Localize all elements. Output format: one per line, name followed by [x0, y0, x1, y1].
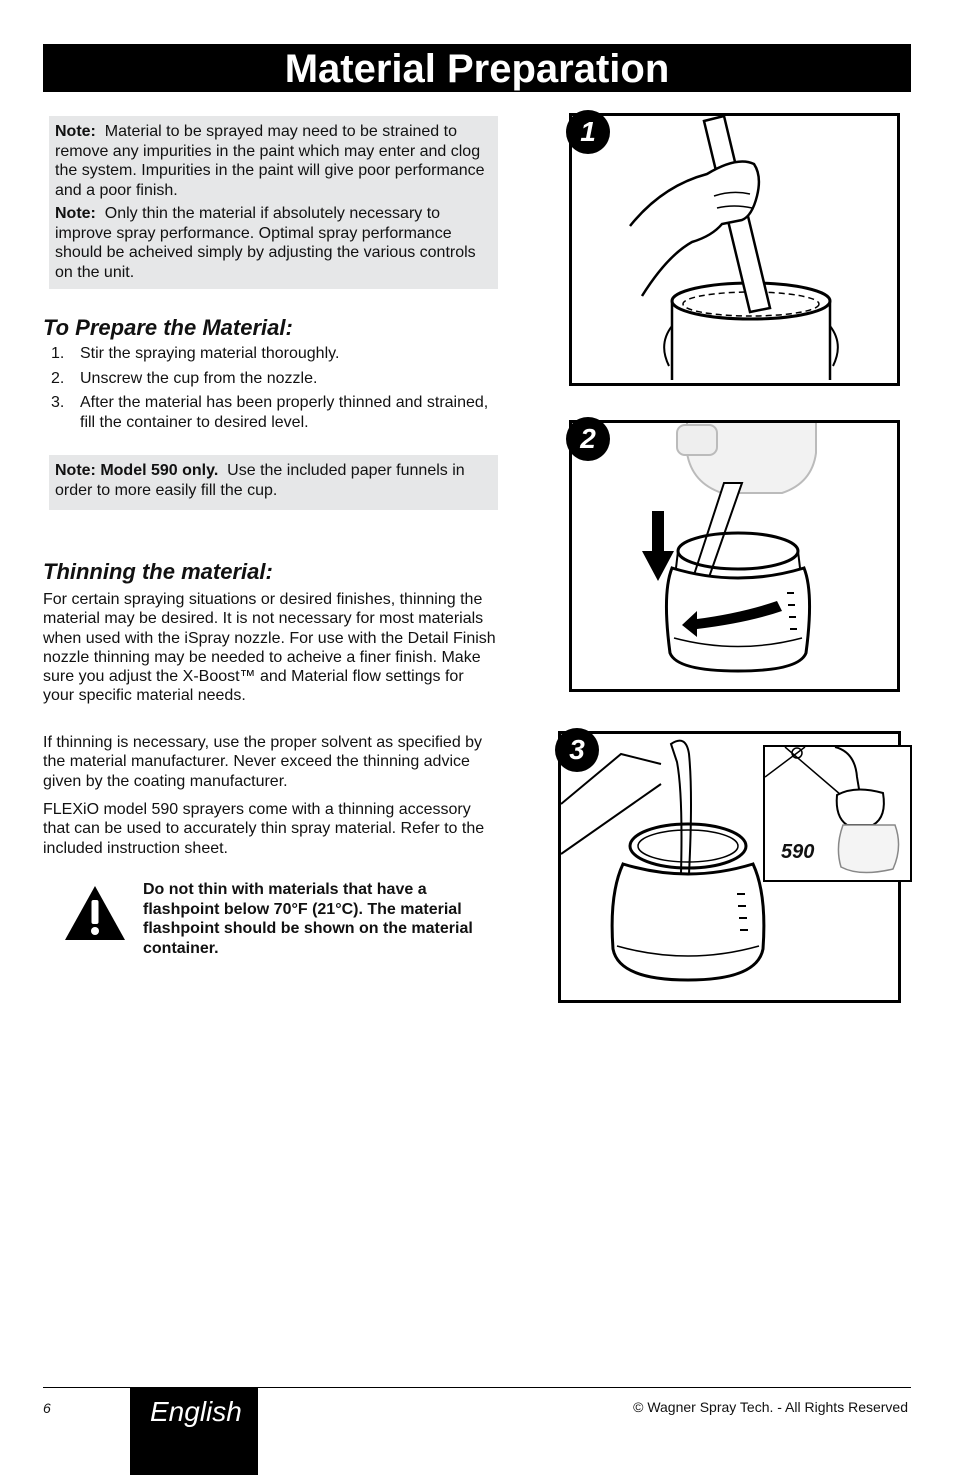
thinning-paragraph-3: FLEXiO model 590 sprayers come with a thinning accessory that can be used to accurately thin spray material. Refer to the included instruction sheet.	[43, 801, 485, 857]
prepare-steps-list	[43, 344, 493, 437]
step-number: 1.	[51, 345, 65, 362]
figure-1-stir	[569, 113, 900, 386]
step-badge-1: 1	[566, 110, 610, 154]
note-strain	[55, 122, 492, 200]
thinning-paragraph-1: For certain spraying situations or desired finishes, thinning the material may be desired. It is not necessary for most materials when used with the iSpray nozzle. For use with the Detail Finish nozzle thinning may be needed to acheive a finer finish. Make sure you adjust the X-Boost™ and Material flow settings for your specific material needs.	[43, 591, 496, 705]
list-item	[43, 369, 493, 389]
warning-icon	[63, 884, 127, 942]
list-item	[43, 344, 493, 364]
note-590	[55, 461, 492, 500]
warning-text: Do not thin with materials that have a flashpoint below 70°F (21°C). The material flashpoint should be shown on the material container.	[143, 881, 473, 957]
list-item	[43, 393, 493, 432]
step-text: Unscrew the cup from the nozzle.	[80, 369, 318, 387]
note-box-model-590	[49, 455, 498, 510]
step-number: 2.	[51, 369, 65, 387]
figure-3-fill	[558, 731, 901, 1003]
step-number: 3.	[51, 394, 65, 411]
prepare-heading: To Prepare the Material:	[43, 315, 293, 340]
note-label: Note: Model 590 only.	[55, 462, 219, 479]
stir-illustration	[572, 116, 897, 383]
page-title: Material Preparation	[43, 44, 911, 92]
figure-2-unscrew	[569, 420, 900, 692]
note-text: Use the included paper funnels in order to more easily fill the cup.	[55, 462, 465, 499]
step-badge-3: 3	[555, 728, 599, 772]
page-number: 6	[43, 1400, 51, 1416]
step-text: Stir the spraying material thoroughly.	[80, 345, 340, 362]
inset-model-label: 590	[781, 841, 815, 863]
unscrew-illustration	[572, 423, 897, 689]
inset-590-funnel	[763, 745, 912, 882]
note-box-strain	[49, 116, 498, 289]
thinning-paragraph-2: If thinning is necessary, use the proper solvent as specified by the material manufacturer. Never exceed the thinning advice given by the coating manufacturer.	[43, 734, 483, 790]
language-tab: English	[130, 1388, 258, 1475]
copyright: © Wagner Spray Tech. - All Rights Reserved	[633, 1399, 908, 1415]
step-text: After the material has been properly thinned and strained, fill the container to desired level.	[80, 394, 489, 431]
note-thin	[55, 204, 492, 282]
note-text: Only thin the material if absolutely necessary to improve spray performance. Optimal spray performance should be acheived simply by adjusting the various controls on the unit.	[55, 205, 476, 281]
note-label: Note:	[55, 205, 96, 222]
step-badge-2: 2	[566, 417, 610, 461]
note-label: Note:	[55, 123, 96, 140]
note-text: Material to be sprayed may need to be strained to remove any impurities in the paint which may enter and clog the system. Impurities in the paint will give poor performance and a poor finish.	[55, 123, 485, 199]
thinning-heading: Thinning the material:	[43, 559, 273, 584]
